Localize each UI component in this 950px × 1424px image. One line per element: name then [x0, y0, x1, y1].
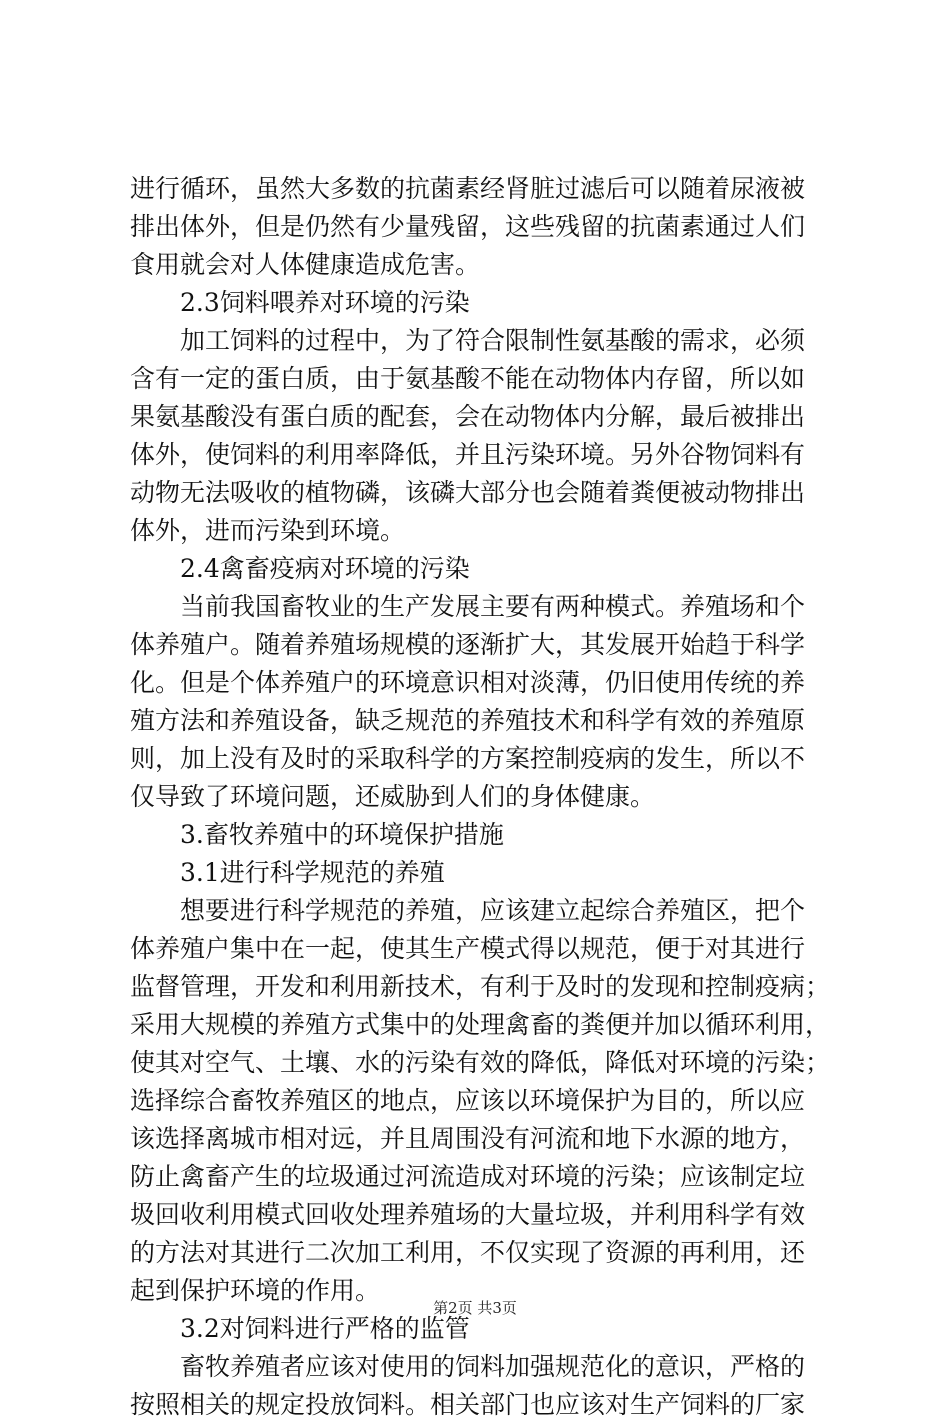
- text-line: 该选择离城市相对远，并且周围没有河流和地下水源的地方，: [130, 1124, 806, 1153]
- document-body: [130, 170, 842, 1424]
- text-line: 使其对空气、土壤、水的污染有效的降低，降低对环境的污染；: [130, 1048, 831, 1077]
- text-line: 2.4禽畜疫病对环境的污染: [180, 554, 470, 583]
- text-line: 仅导致了环境问题，还威胁到人们的身体健康。: [130, 782, 656, 811]
- text-line: 想要进行科学规范的养殖，应该建立起综合养殖区，把个: [180, 896, 806, 925]
- text-line: 圾回收利用模式回收处理养殖场的大量垃圾，并利用科学有效: [130, 1200, 806, 1229]
- text-line: 3.2对饲料进行严格的监管: [180, 1314, 470, 1343]
- text-line: 2.3饲料喂养对环境的污染: [180, 288, 470, 317]
- text-line: 选择综合畜牧养殖区的地点，应该以环境保护为目的，所以应: [130, 1086, 806, 1115]
- text-line: 含有一定的蛋白质，由于氨基酸不能在动物体内存留，所以如: [130, 364, 806, 393]
- text-line: 监督管理，开发和利用新技术，有利于及时的发现和控制疫病；: [130, 972, 831, 1001]
- text-line: 排出体外，但是仍然有少量残留，这些残留的抗菌素通过人们: [130, 212, 806, 241]
- text-line: 动物无法吸收的植物磷，该磷大部分也会随着粪便被动物排出: [130, 478, 806, 507]
- text-line: 按照相关的规定投放饲料。相关部门也应该对生产饲料的厂家: [130, 1390, 806, 1419]
- text-line: 体外，进而污染到环境。: [130, 516, 406, 545]
- text-line: 当前我国畜牧业的生产发展主要有两种模式。养殖场和个: [180, 592, 806, 621]
- text-line: 进行循环，虽然大多数的抗菌素经肾脏过滤后可以随着尿液被: [130, 174, 806, 203]
- text-line: 3.畜牧养殖中的环境保护措施: [180, 820, 504, 849]
- page-footer: 第2页 共3页: [433, 1299, 517, 1317]
- text-line: 起到保护环境的作用。: [130, 1276, 381, 1305]
- text-line: 则，加上没有及时的采取科学的方案控制疫病的发生，所以不: [130, 744, 806, 773]
- text-line: 的方法对其进行二次加工利用，不仅实现了资源的再利用，还: [130, 1238, 806, 1267]
- text-line: 体外，使饲料的利用率降低，并且污染环境。另外谷物饲料有: [130, 440, 806, 469]
- text-line: 防止禽畜产生的垃圾通过河流造成对环境的污染；应该制定垃: [130, 1162, 806, 1191]
- text-line: 体养殖户。随着养殖场规模的逐渐扩大，其发展开始趋于科学: [130, 630, 806, 659]
- text-line: 化。但是个体养殖户的环境意识相对淡薄，仍旧使用传统的养: [130, 668, 806, 697]
- text-line: 3.1进行科学规范的养殖: [180, 858, 445, 887]
- text-line: 食用就会对人体健康造成危害。: [130, 250, 481, 279]
- text-line: 采用大规模的养殖方式集中的处理禽畜的粪便并加以循环利用，: [130, 1010, 831, 1039]
- text-line: 果氨基酸没有蛋白质的配套，会在动物体内分解，最后被排出: [130, 402, 806, 431]
- text-line: 体养殖户集中在一起，使其生产模式得以规范，便于对其进行: [130, 934, 806, 963]
- text-line: 畜牧养殖者应该对使用的饲料加强规范化的意识，严格的: [180, 1352, 806, 1381]
- text-line: 加工饲料的过程中，为了符合限制性氨基酸的需求，必须: [180, 326, 806, 355]
- text-line: 殖方法和养殖设备，缺乏规范的养殖技术和科学有效的养殖原: [130, 706, 806, 735]
